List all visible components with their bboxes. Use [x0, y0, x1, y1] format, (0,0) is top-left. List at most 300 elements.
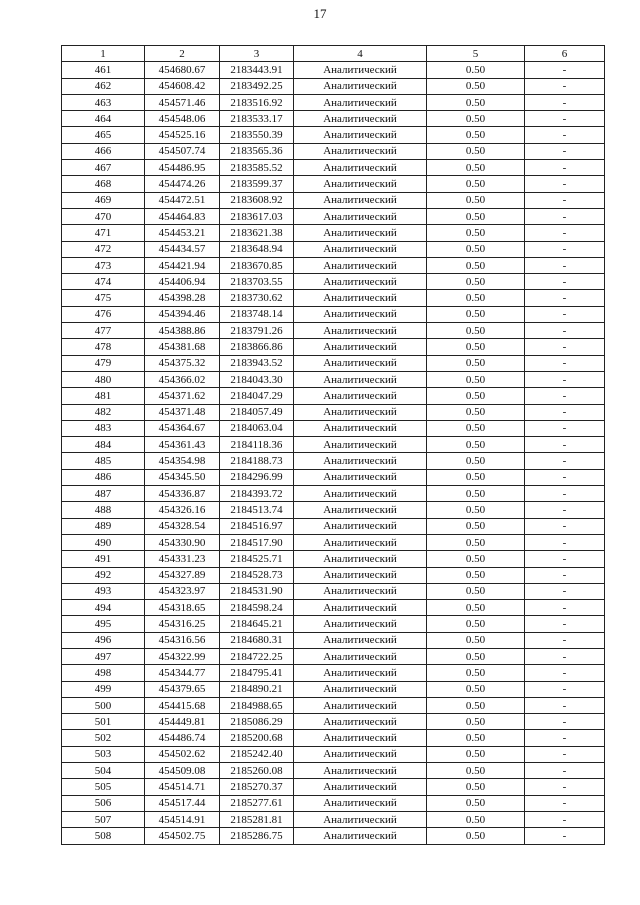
- table-row: [62, 714, 605, 730]
- table-row: [62, 811, 605, 827]
- table-cell-col-1: 481: [62, 388, 145, 404]
- table-cell-col-1: 463: [62, 94, 145, 110]
- table-cell-col-5: 0.50: [427, 78, 525, 94]
- table-cell-col-1: 506: [62, 795, 145, 811]
- table-cell-col-2: 454331.23: [145, 551, 220, 567]
- table-cell-col-5: 0.50: [427, 323, 525, 339]
- table-cell-col-5: 0.50: [427, 730, 525, 746]
- table-cell-col-4: Аналитический: [294, 94, 427, 110]
- table-cell-col-2: 454406.94: [145, 274, 220, 290]
- table-cell-col-6: -: [525, 551, 605, 567]
- table-row: [62, 486, 605, 502]
- table-cell-col-1: 502: [62, 730, 145, 746]
- table-cell-col-2: 454354.98: [145, 453, 220, 469]
- table-cell-col-3: 2183866.86: [220, 339, 294, 355]
- table-cell-col-1: 479: [62, 355, 145, 371]
- table-cell-col-6: -: [525, 469, 605, 485]
- table-cell-col-2: 454472.51: [145, 192, 220, 208]
- table-cell-col-3: 2184057.49: [220, 404, 294, 420]
- table-cell-col-6: -: [525, 600, 605, 616]
- table-cell-col-3: 2184645.21: [220, 616, 294, 632]
- table-cell-col-1: 476: [62, 306, 145, 322]
- table-row: [62, 567, 605, 583]
- table-cell-col-5: 0.50: [427, 339, 525, 355]
- table-cell-col-1: 496: [62, 632, 145, 648]
- table-row: [62, 127, 605, 143]
- table-cell-col-2: 454474.26: [145, 176, 220, 192]
- table-cell-col-3: 2183492.25: [220, 78, 294, 94]
- coordinates-table-container: [61, 45, 604, 845]
- table-cell-col-4: Аналитический: [294, 469, 427, 485]
- table-row: [62, 225, 605, 241]
- table-cell-col-6: -: [525, 257, 605, 273]
- table-cell-col-5: 0.50: [427, 62, 525, 78]
- table-cell-col-4: Аналитический: [294, 795, 427, 811]
- table-cell-col-6: -: [525, 420, 605, 436]
- column-header-4: 4: [294, 46, 427, 62]
- table-cell-col-6: -: [525, 828, 605, 844]
- table-cell-col-6: -: [525, 355, 605, 371]
- table-row: [62, 632, 605, 648]
- table-row: [62, 763, 605, 779]
- table-row: [62, 420, 605, 436]
- table-cell-col-2: 454361.43: [145, 437, 220, 453]
- table-cell-col-2: 454571.46: [145, 94, 220, 110]
- table-cell-col-2: 454517.44: [145, 795, 220, 811]
- table-cell-col-6: -: [525, 388, 605, 404]
- table-row: [62, 111, 605, 127]
- table-cell-col-4: Аналитический: [294, 225, 427, 241]
- table-cell-col-5: 0.50: [427, 290, 525, 306]
- table-cell-col-1: 494: [62, 600, 145, 616]
- table-cell-col-3: 2184047.29: [220, 388, 294, 404]
- table-cell-col-5: 0.50: [427, 583, 525, 599]
- table-cell-col-2: 454328.54: [145, 518, 220, 534]
- table-cell-col-4: Аналитический: [294, 143, 427, 159]
- table-cell-col-2: 454323.97: [145, 583, 220, 599]
- table-cell-col-5: 0.50: [427, 534, 525, 550]
- table-cell-col-2: 454345.50: [145, 469, 220, 485]
- table-cell-col-1: 470: [62, 208, 145, 224]
- table-cell-col-2: 454316.25: [145, 616, 220, 632]
- table-cell-col-6: -: [525, 225, 605, 241]
- table-cell-col-2: 454509.08: [145, 763, 220, 779]
- table-cell-col-3: 2185086.29: [220, 714, 294, 730]
- table-cell-col-1: 504: [62, 763, 145, 779]
- table-cell-col-1: 507: [62, 811, 145, 827]
- table-cell-col-2: 454525.16: [145, 127, 220, 143]
- table-cell-col-2: 454502.75: [145, 828, 220, 844]
- table-cell-col-4: Аналитический: [294, 600, 427, 616]
- table-cell-col-6: -: [525, 78, 605, 94]
- table-cell-col-1: 464: [62, 111, 145, 127]
- table-cell-col-6: -: [525, 306, 605, 322]
- table-cell-col-3: 2183648.94: [220, 241, 294, 257]
- table-row: [62, 437, 605, 453]
- table-cell-col-4: Аналитический: [294, 616, 427, 632]
- table-cell-col-4: Аналитический: [294, 730, 427, 746]
- table-cell-col-6: -: [525, 681, 605, 697]
- table-cell-col-2: 454316.56: [145, 632, 220, 648]
- table-cell-col-3: 2184528.73: [220, 567, 294, 583]
- table-cell-col-1: 465: [62, 127, 145, 143]
- table-cell-col-2: 454394.46: [145, 306, 220, 322]
- table-cell-col-3: 2185200.68: [220, 730, 294, 746]
- table-cell-col-6: -: [525, 567, 605, 583]
- table-cell-col-6: -: [525, 714, 605, 730]
- table-row: [62, 551, 605, 567]
- table-cell-col-1: 484: [62, 437, 145, 453]
- table-cell-col-3: 2184531.90: [220, 583, 294, 599]
- table-row: [62, 388, 605, 404]
- table-cell-col-6: -: [525, 811, 605, 827]
- table-cell-col-1: 500: [62, 697, 145, 713]
- table-cell-col-4: Аналитический: [294, 355, 427, 371]
- table-cell-col-5: 0.50: [427, 404, 525, 420]
- table-cell-col-6: -: [525, 371, 605, 387]
- table-row: [62, 94, 605, 110]
- table-row: [62, 274, 605, 290]
- table-cell-col-5: 0.50: [427, 208, 525, 224]
- table-cell-col-3: 2183565.36: [220, 143, 294, 159]
- table-cell-col-4: Аналитический: [294, 78, 427, 94]
- table-cell-col-5: 0.50: [427, 567, 525, 583]
- table-cell-col-5: 0.50: [427, 828, 525, 844]
- table-cell-col-5: 0.50: [427, 795, 525, 811]
- page-number: 17: [313, 6, 327, 21]
- table-cell-col-4: Аналитический: [294, 160, 427, 176]
- table-cell-col-2: 454449.81: [145, 714, 220, 730]
- table-header: [62, 46, 605, 62]
- table-cell-col-6: -: [525, 208, 605, 224]
- coordinates-table: [61, 45, 605, 845]
- table-cell-col-5: 0.50: [427, 437, 525, 453]
- table-cell-col-2: 454486.95: [145, 160, 220, 176]
- table-cell-col-3: 2184795.41: [220, 665, 294, 681]
- table-row: [62, 143, 605, 159]
- table-cell-col-1: 461: [62, 62, 145, 78]
- table-cell-col-3: 2184063.04: [220, 420, 294, 436]
- table-cell-col-1: 474: [62, 274, 145, 290]
- table-row: [62, 681, 605, 697]
- table-cell-col-1: 482: [62, 404, 145, 420]
- table-cell-col-2: 454434.57: [145, 241, 220, 257]
- table-cell-col-5: 0.50: [427, 143, 525, 159]
- table-cell-col-1: 472: [62, 241, 145, 257]
- table-cell-col-4: Аналитический: [294, 518, 427, 534]
- table-cell-col-5: 0.50: [427, 160, 525, 176]
- table-cell-col-4: Аналитический: [294, 111, 427, 127]
- table-row: [62, 583, 605, 599]
- table-cell-col-2: 454371.62: [145, 388, 220, 404]
- table-cell-col-6: -: [525, 241, 605, 257]
- table-cell-col-4: Аналитический: [294, 583, 427, 599]
- table-cell-col-6: -: [525, 404, 605, 420]
- table-row: [62, 746, 605, 762]
- table-cell-col-3: 2183585.52: [220, 160, 294, 176]
- table-cell-col-4: Аналитический: [294, 290, 427, 306]
- table-cell-col-1: 493: [62, 583, 145, 599]
- table-cell-col-1: 488: [62, 502, 145, 518]
- table-cell-col-5: 0.50: [427, 127, 525, 143]
- table-cell-col-2: 454514.71: [145, 779, 220, 795]
- table-cell-col-3: 2183730.62: [220, 290, 294, 306]
- table-row: [62, 648, 605, 664]
- table-row: [62, 779, 605, 795]
- table-row: [62, 371, 605, 387]
- table-cell-col-1: 467: [62, 160, 145, 176]
- table-cell-col-3: 2184525.71: [220, 551, 294, 567]
- table-cell-col-4: Аналитический: [294, 828, 427, 844]
- table-cell-col-5: 0.50: [427, 779, 525, 795]
- table-cell-col-1: 485: [62, 453, 145, 469]
- table-cell-col-5: 0.50: [427, 355, 525, 371]
- table-cell-col-2: 454548.06: [145, 111, 220, 127]
- table-cell-col-4: Аналитический: [294, 534, 427, 550]
- table-cell-col-6: -: [525, 616, 605, 632]
- column-header-6: 6: [525, 46, 605, 62]
- header-row: [62, 46, 605, 62]
- table-row: [62, 208, 605, 224]
- table-cell-col-2: 454381.68: [145, 339, 220, 355]
- table-cell-col-6: -: [525, 94, 605, 110]
- table-cell-col-1: 468: [62, 176, 145, 192]
- table-cell-col-1: 471: [62, 225, 145, 241]
- table-cell-col-5: 0.50: [427, 388, 525, 404]
- table-cell-col-3: 2185286.75: [220, 828, 294, 844]
- table-cell-col-6: -: [525, 160, 605, 176]
- table-cell-col-2: 454608.42: [145, 78, 220, 94]
- table-cell-col-2: 454453.21: [145, 225, 220, 241]
- table-cell-col-1: 498: [62, 665, 145, 681]
- table-cell-col-3: 2184517.90: [220, 534, 294, 550]
- table-cell-col-3: 2183608.92: [220, 192, 294, 208]
- table-cell-col-5: 0.50: [427, 518, 525, 534]
- table-cell-col-4: Аналитический: [294, 192, 427, 208]
- table-cell-col-3: 2184516.97: [220, 518, 294, 534]
- table-row: [62, 518, 605, 534]
- table-cell-col-2: 454375.32: [145, 355, 220, 371]
- table-cell-col-6: -: [525, 502, 605, 518]
- table-cell-col-3: 2185281.81: [220, 811, 294, 827]
- table-cell-col-4: Аналитический: [294, 746, 427, 762]
- table-cell-col-4: Аналитический: [294, 62, 427, 78]
- table-cell-col-2: 454344.77: [145, 665, 220, 681]
- table-cell-col-2: 454336.87: [145, 486, 220, 502]
- table-cell-col-4: Аналитический: [294, 502, 427, 518]
- table-cell-col-3: 2184043.30: [220, 371, 294, 387]
- table-cell-col-6: -: [525, 290, 605, 306]
- table-cell-col-4: Аналитический: [294, 648, 427, 664]
- table-cell-col-6: -: [525, 534, 605, 550]
- table-cell-col-1: 475: [62, 290, 145, 306]
- table-cell-col-5: 0.50: [427, 811, 525, 827]
- table-row: [62, 469, 605, 485]
- table-cell-col-2: 454379.65: [145, 681, 220, 697]
- table-cell-col-1: 499: [62, 681, 145, 697]
- table-cell-col-4: Аналитический: [294, 551, 427, 567]
- table-cell-col-3: 2184118.36: [220, 437, 294, 453]
- table-cell-col-2: 454398.28: [145, 290, 220, 306]
- table-cell-col-2: 454680.67: [145, 62, 220, 78]
- table-cell-col-2: 454415.68: [145, 697, 220, 713]
- table-cell-col-4: Аналитический: [294, 404, 427, 420]
- table-cell-col-4: Аналитический: [294, 665, 427, 681]
- table-row: [62, 502, 605, 518]
- table-row: [62, 616, 605, 632]
- table-cell-col-5: 0.50: [427, 225, 525, 241]
- table-cell-col-2: 454388.86: [145, 323, 220, 339]
- table-cell-col-6: -: [525, 746, 605, 762]
- table-cell-col-4: Аналитический: [294, 486, 427, 502]
- table-cell-col-4: Аналитический: [294, 437, 427, 453]
- table-cell-col-6: -: [525, 274, 605, 290]
- table-cell-col-1: 503: [62, 746, 145, 762]
- table-cell-col-3: 2184988.65: [220, 697, 294, 713]
- table-cell-col-3: 2183550.39: [220, 127, 294, 143]
- table-cell-col-2: 454371.48: [145, 404, 220, 420]
- table-cell-col-1: 492: [62, 567, 145, 583]
- table-cell-col-5: 0.50: [427, 648, 525, 664]
- table-cell-col-3: 2183599.37: [220, 176, 294, 192]
- table-cell-col-2: 454502.62: [145, 746, 220, 762]
- table-cell-col-2: 454464.83: [145, 208, 220, 224]
- table-cell-col-3: 2183943.52: [220, 355, 294, 371]
- table-cell-col-3: 2183703.55: [220, 274, 294, 290]
- table-cell-col-5: 0.50: [427, 502, 525, 518]
- table-row: [62, 355, 605, 371]
- table-cell-col-2: 454514.91: [145, 811, 220, 827]
- table-row: [62, 534, 605, 550]
- table-cell-col-5: 0.50: [427, 453, 525, 469]
- table-row: [62, 192, 605, 208]
- table-cell-col-6: -: [525, 339, 605, 355]
- table-row: [62, 257, 605, 273]
- table-cell-col-4: Аналитический: [294, 176, 427, 192]
- table-cell-col-5: 0.50: [427, 600, 525, 616]
- table-cell-col-5: 0.50: [427, 192, 525, 208]
- table-row: [62, 339, 605, 355]
- table-cell-col-1: 487: [62, 486, 145, 502]
- table-cell-col-3: 2184296.99: [220, 469, 294, 485]
- table-cell-col-5: 0.50: [427, 257, 525, 273]
- table-row: [62, 404, 605, 420]
- table-row: [62, 665, 605, 681]
- table-cell-col-6: -: [525, 192, 605, 208]
- table-cell-col-4: Аналитический: [294, 420, 427, 436]
- table-row: [62, 697, 605, 713]
- table-cell-col-6: -: [525, 62, 605, 78]
- table-cell-col-4: Аналитический: [294, 127, 427, 143]
- table-cell-col-3: 2183516.92: [220, 94, 294, 110]
- column-header-3: 3: [220, 46, 294, 62]
- table-cell-col-4: Аналитический: [294, 371, 427, 387]
- table-cell-col-5: 0.50: [427, 241, 525, 257]
- table-cell-col-1: 473: [62, 257, 145, 273]
- table-cell-col-4: Аналитический: [294, 779, 427, 795]
- table-cell-col-5: 0.50: [427, 371, 525, 387]
- table-cell-col-2: 454326.16: [145, 502, 220, 518]
- table-row: [62, 828, 605, 844]
- table-row: [62, 176, 605, 192]
- table-cell-col-2: 454421.94: [145, 257, 220, 273]
- table-cell-col-6: -: [525, 518, 605, 534]
- table-cell-col-4: Аналитический: [294, 763, 427, 779]
- table-row: [62, 453, 605, 469]
- table-cell-col-3: 2185270.37: [220, 779, 294, 795]
- table-cell-col-1: 490: [62, 534, 145, 550]
- table-row: [62, 600, 605, 616]
- table-cell-col-6: -: [525, 697, 605, 713]
- table-body: [62, 62, 605, 844]
- table-cell-col-6: -: [525, 730, 605, 746]
- table-cell-col-4: Аналитический: [294, 339, 427, 355]
- table-cell-col-5: 0.50: [427, 616, 525, 632]
- table-cell-col-1: 462: [62, 78, 145, 94]
- table-cell-col-1: 508: [62, 828, 145, 844]
- table-cell-col-5: 0.50: [427, 306, 525, 322]
- table-cell-col-5: 0.50: [427, 486, 525, 502]
- table-cell-col-5: 0.50: [427, 469, 525, 485]
- table-cell-col-1: 483: [62, 420, 145, 436]
- table-cell-col-3: 2183791.26: [220, 323, 294, 339]
- table-cell-col-3: 2184722.25: [220, 648, 294, 664]
- table-cell-col-5: 0.50: [427, 746, 525, 762]
- table-cell-col-1: 469: [62, 192, 145, 208]
- table-cell-col-4: Аналитический: [294, 714, 427, 730]
- table-cell-col-3: 2184598.24: [220, 600, 294, 616]
- table-cell-col-3: 2184680.31: [220, 632, 294, 648]
- table-cell-col-3: 2184890.21: [220, 681, 294, 697]
- table-row: [62, 323, 605, 339]
- table-cell-col-1: 477: [62, 323, 145, 339]
- table-cell-col-6: -: [525, 779, 605, 795]
- table-row: [62, 62, 605, 78]
- table-cell-col-3: 2185242.40: [220, 746, 294, 762]
- table-cell-col-5: 0.50: [427, 111, 525, 127]
- table-cell-col-5: 0.50: [427, 714, 525, 730]
- column-header-5: 5: [427, 46, 525, 62]
- table-cell-col-1: 466: [62, 143, 145, 159]
- table-cell-col-1: 505: [62, 779, 145, 795]
- table-cell-col-3: 2183533.17: [220, 111, 294, 127]
- table-cell-col-6: -: [525, 437, 605, 453]
- table-cell-col-5: 0.50: [427, 632, 525, 648]
- table-cell-col-3: 2184513.74: [220, 502, 294, 518]
- table-cell-col-2: 454364.67: [145, 420, 220, 436]
- table-row: [62, 241, 605, 257]
- table-cell-col-3: 2183617.03: [220, 208, 294, 224]
- table-cell-col-6: -: [525, 323, 605, 339]
- table-cell-col-6: -: [525, 127, 605, 143]
- table-cell-col-2: 454366.02: [145, 371, 220, 387]
- table-cell-col-4: Аналитический: [294, 306, 427, 322]
- table-cell-col-6: -: [525, 648, 605, 664]
- table-cell-col-5: 0.50: [427, 665, 525, 681]
- table-row: [62, 160, 605, 176]
- table-cell-col-1: 489: [62, 518, 145, 534]
- table-cell-col-6: -: [525, 453, 605, 469]
- table-cell-col-4: Аналитический: [294, 274, 427, 290]
- table-cell-col-4: Аналитический: [294, 681, 427, 697]
- table-cell-col-1: 480: [62, 371, 145, 387]
- table-cell-col-1: 478: [62, 339, 145, 355]
- table-cell-col-5: 0.50: [427, 681, 525, 697]
- table-cell-col-4: Аналитический: [294, 241, 427, 257]
- table-cell-col-3: 2183748.14: [220, 306, 294, 322]
- table-cell-col-5: 0.50: [427, 763, 525, 779]
- table-cell-col-4: Аналитический: [294, 388, 427, 404]
